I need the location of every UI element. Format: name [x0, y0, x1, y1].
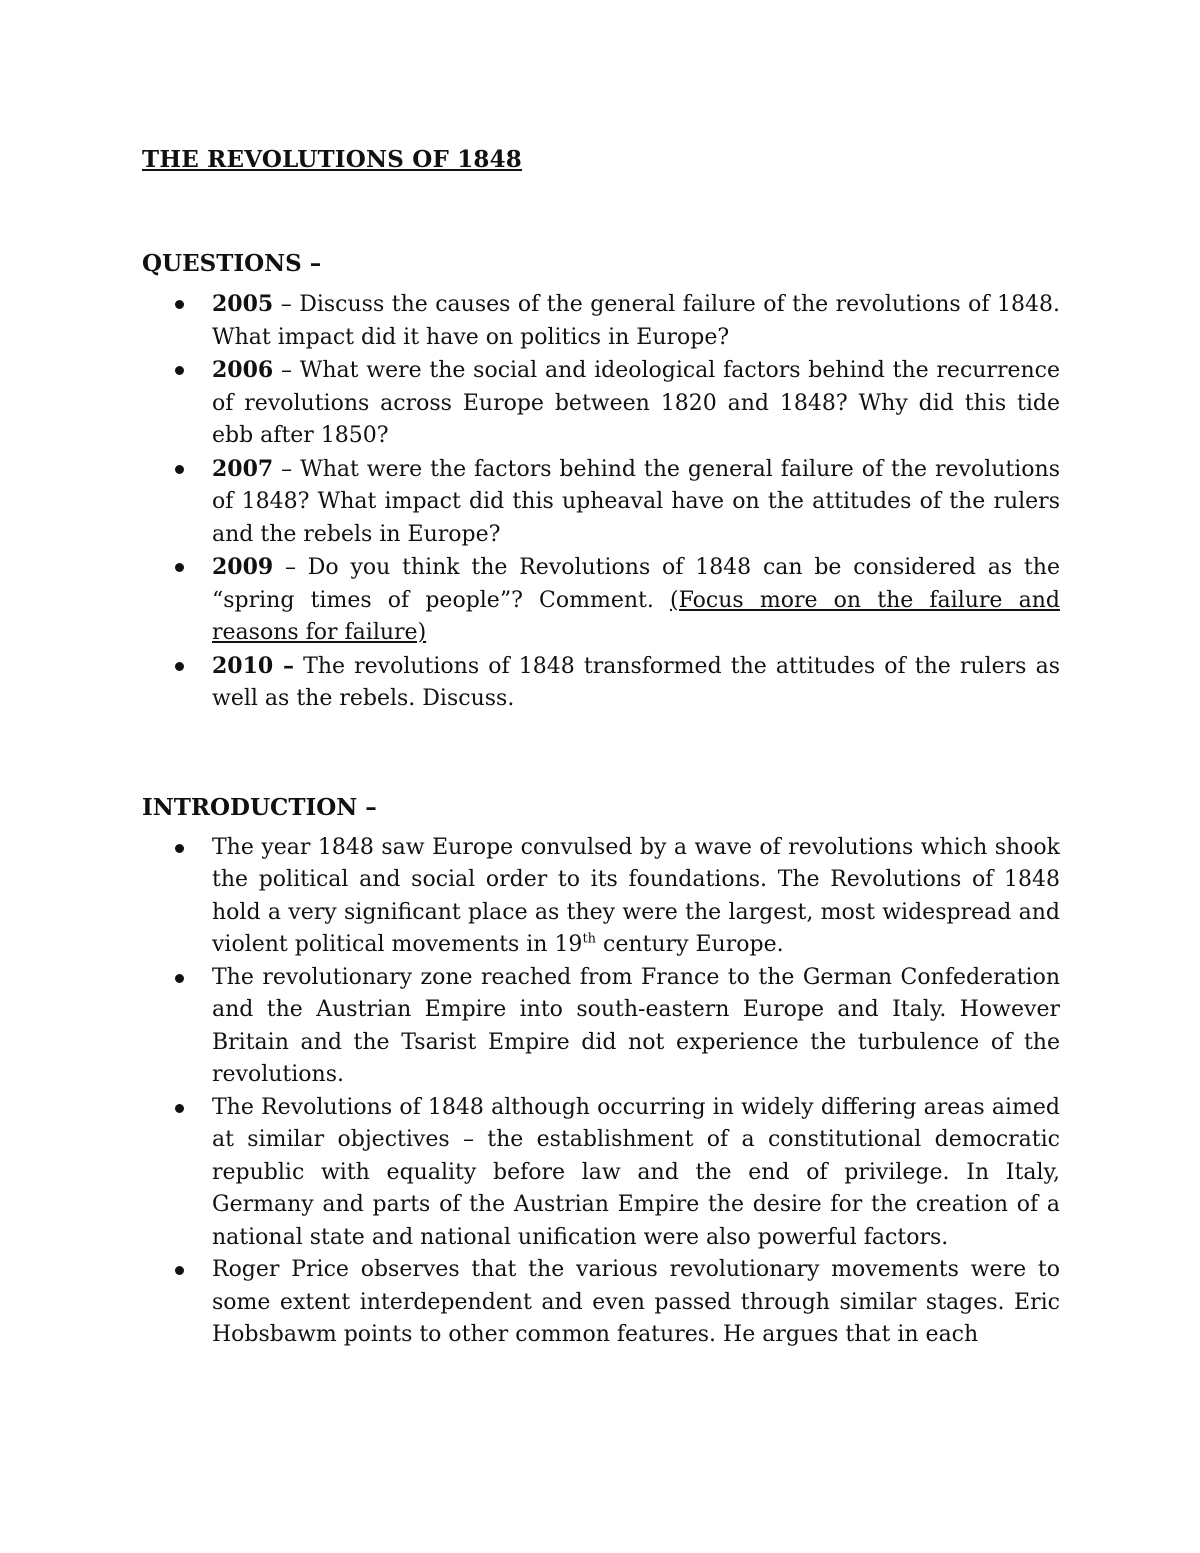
bullet-icon [175, 974, 184, 983]
questions-list [142, 288, 1060, 716]
bullet-icon [175, 662, 184, 671]
question-dash [294, 654, 303, 679]
bullet-icon [175, 1266, 184, 1275]
introduction-text: The year 1848 saw Europe convulsed by a wave of revolutions which shook the political and social order to its foundations. The Revolutions of 1848 hold a very significant place as they were the largest, most widespread and violent political movements in 19 [212, 834, 1060, 957]
question-text: Discuss the causes of the general failure of the revolutions of 1848. What impact did it have on politics in Europe? [212, 292, 1060, 350]
bullet-icon [175, 465, 184, 474]
introduction-text: The revolutionary zone reached from France to the German Confederation and the Austrian Empire into south-eastern Europe and Italy. However Britain and the Tsarist Empire did not experience the turbulence of the revolutions. [212, 964, 1060, 1087]
questions-heading: QUESTIONS – [142, 250, 322, 277]
question-dash: – [273, 456, 301, 482]
question-text: What were the social and ideological factors behind the recurrence of revolutions across Europe between 1820 and 1848? Why did this tide ebb after 1850? [212, 358, 1060, 448]
question-dash: – [273, 555, 308, 580]
bullet-icon [175, 300, 184, 309]
introduction-item [142, 832, 1060, 962]
bullet-icon [175, 366, 184, 375]
question-item-2006 [142, 354, 1060, 453]
question-year: 2007 [212, 455, 274, 482]
question-year: 2010 – [212, 652, 295, 679]
document-title: THE REVOLUTIONS OF 1848 [142, 146, 523, 173]
introduction-list [142, 832, 1060, 1352]
introduction-text: Roger Price observes that the various revolutionary movements were to some extent interdependent and even passed through similar stages. Eric Hobsbawm points to other common features. He argues that in each [212, 1257, 1060, 1347]
question-year: 2009 [212, 554, 274, 580]
introduction-item [142, 962, 1060, 1092]
introduction-text-end: century Europe. [596, 932, 784, 957]
introduction-item [142, 1254, 1060, 1352]
question-item-2009 [142, 551, 1060, 650]
question-item-2010 [142, 650, 1060, 716]
question-item-2007 [142, 453, 1060, 552]
question-focus-note: (Focus more on the failure and reasons for failure) [212, 587, 1060, 645]
bullet-icon [175, 563, 184, 572]
question-year: 2005 [212, 291, 274, 317]
question-dash: – [273, 292, 300, 317]
introduction-item [142, 1092, 1060, 1255]
superscript-th: th [582, 931, 597, 947]
question-text: The revolutions of 1848 transformed the attitudes of the rulers as well as the rebels. Discuss. [212, 653, 1060, 711]
question-text: Do you think the Revolutions of 1848 can be considered as the “spring times of people”? Comment. [212, 555, 1060, 613]
question-item-2005 [142, 288, 1060, 354]
question-year: 2006 [212, 357, 274, 383]
question-dash: – [273, 358, 300, 383]
question-text: What were the factors behind the general failure of the revolutions of 1848? What impact did this upheaval have on the attitudes of the rulers and the rebels in Europe? [212, 456, 1060, 547]
bullet-icon [175, 844, 184, 853]
introduction-text: The Revolutions of 1848 although occurring in widely differing areas aimed at similar objectives – the establishment of a constitutional democratic republic with equality before law and the end of privilege. In Italy, Germany and parts of the Austrian Empire the desire for the creation of a national state and national unification were also powerful factors. [212, 1094, 1060, 1250]
bullet-icon [175, 1104, 184, 1113]
document-page [142, 140, 1060, 1352]
introduction-heading: INTRODUCTION – [142, 793, 377, 821]
